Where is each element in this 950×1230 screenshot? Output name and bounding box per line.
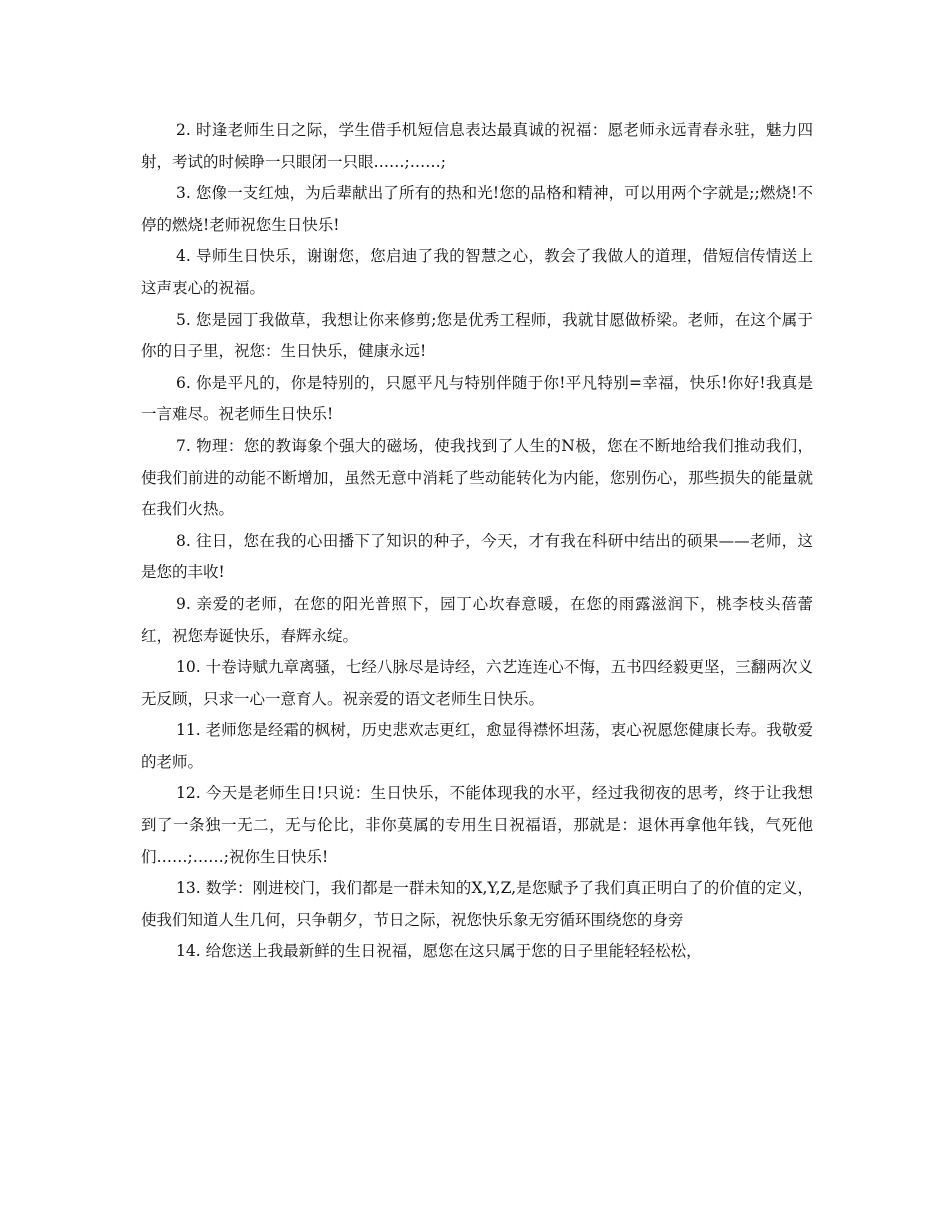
paragraph-6: 6. 你是平凡的，你是特别的，只愿平凡与特别伴随于你!平凡特别=幸福，快乐!你好!我真是一言难尽。祝老师生日快乐! xyxy=(141,373,813,424)
paragraph-7: 7. 物理：您的教诲象个强大的磁场，使我找到了人生的N极，您在不断地给我们推动我们，使我们前进的动能不断增加，虽然无意中消耗了些动能转化为内能，您别伤心，那些损失的能量就在我们火热。 xyxy=(141,436,813,519)
paragraph-9: 9. 亲爱的老师，在您的阳光普照下，园丁心坎春意暖，在您的雨露滋润下，桃李枝头蓓蕾红，祝您寿诞快乐，春辉永绽。 xyxy=(141,594,813,645)
paragraph-5: 5. 您是园丁我做草，我想让你来修剪;您是优秀工程师，我就甘愿做桥梁。老师，在这个属于你的日子里，祝您：生日快乐，健康永远! xyxy=(141,310,813,361)
paragraph-14: 14. 给您送上我最新鲜的生日祝福，愿您在这只属于您的日子里能轻轻松松， xyxy=(176,942,702,961)
paragraph-8: 8. 往日，您在我的心田播下了知识的种子，今天，才有我在科研中结出的硕果——老师，这是您的丰收! xyxy=(141,531,813,582)
paragraph-3: 3. 您像一支红烛，为后辈献出了所有的热和光!您的品格和精神，可以用两个字就是;;燃烧!不停的燃烧!老师祝您生日快乐! xyxy=(141,184,813,234)
paragraph-12: 12. 今天是老师生日!只说：生日快乐，不能体现我的水平，经过我彻夜的思考，终于让我想到了一条独一无二，无与伦比，非你莫属的专用生日祝福语，那就是：退休再拿他年钱，气死他们……;……;祝你生日快乐! xyxy=(141,784,813,866)
paragraph-2: 2. 时逢老师生日之际，学生借手机短信息表达最真诚的祝福：愿老师永远青春永驻，魅力四射，考试的时候睁一只眼闭一只眼……;……; xyxy=(141,121,813,171)
paragraph-10: 10. 十卷诗赋九章离骚，七经八脉尽是诗经，六艺连连心不悔，五书四经毅更坚，三翻两次义无反顾，只求一心一意育人。祝亲爱的语文老师生日快乐。 xyxy=(141,658,813,708)
document-body xyxy=(141,115,813,968)
paragraph-13: 13. 数学：刚进校门，我们都是一群未知的X,Y,Z,是您赋予了我们真正明白了的价值的定义，使我们知道人生几何，只争朝夕，节日之际，祝您快乐象无穷循环围绕您的身旁 xyxy=(141,879,813,929)
paragraph-4: 4. 导师生日快乐，谢谢您，您启迪了我的智慧之心，教会了我做人的道理，借短信传情送上这声衷心的祝福。 xyxy=(141,247,813,297)
paragraph-11: 11. 老师您是经霜的枫树，历史悲欢志更红，愈显得襟怀坦荡，衷心祝愿您健康长寿。我敬爱的老师。 xyxy=(141,721,813,771)
